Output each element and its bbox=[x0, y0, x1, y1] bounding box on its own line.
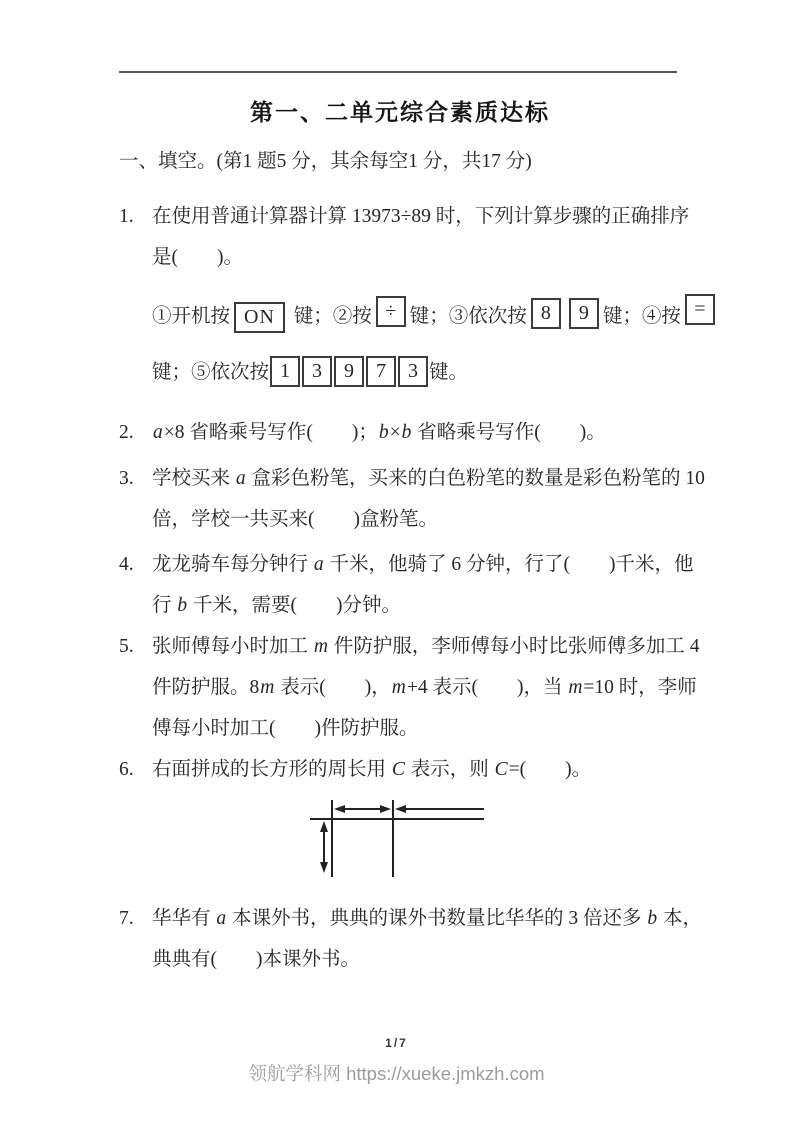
question-text: 表示( )， bbox=[275, 677, 391, 698]
question-body bbox=[152, 544, 694, 626]
question-4 bbox=[119, 544, 694, 626]
question-text: × bbox=[389, 422, 401, 443]
question-3 bbox=[119, 458, 705, 540]
variable-c: C bbox=[494, 759, 508, 780]
question-text: 本， bbox=[658, 908, 703, 929]
step-text: 键；②按 bbox=[288, 306, 372, 327]
question-number: 3. bbox=[119, 468, 134, 489]
question-6 bbox=[119, 749, 681, 790]
step-text: 键；④按 bbox=[602, 306, 681, 327]
question-text: 千米，他骑了 6 分钟，行了( )千米，他 bbox=[324, 554, 694, 575]
calc-key-digit-3: 3 bbox=[302, 356, 332, 387]
question-text: 学校买来 bbox=[152, 468, 235, 489]
step-text: 键；⑤依次按 bbox=[152, 362, 270, 383]
arrowhead-from-right bbox=[395, 805, 406, 813]
calc-key-digit-1: 1 bbox=[270, 356, 300, 387]
calculator-steps-row-1 bbox=[152, 286, 706, 340]
variable-a: a bbox=[235, 468, 246, 489]
arrowhead-down bbox=[320, 862, 328, 873]
page-title: 第一、二单元综合素质达标 bbox=[250, 99, 550, 125]
question-line bbox=[152, 626, 700, 667]
question-text: 件防护服。8 bbox=[152, 677, 260, 698]
question-text: 件防护服，李师傅每小时比张师傅多加工 4 bbox=[328, 636, 700, 657]
calc-key-on: ON bbox=[234, 302, 285, 333]
variable-m: m bbox=[568, 677, 583, 698]
variable-a: a bbox=[313, 554, 324, 575]
rectangle-dimension-diagram bbox=[300, 794, 681, 886]
arrowhead-up bbox=[320, 821, 328, 832]
question-text: 行 bbox=[152, 595, 177, 616]
question-line bbox=[152, 458, 705, 499]
question-number: 7. bbox=[119, 908, 134, 929]
calc-key-digit-7: 7 bbox=[366, 356, 396, 387]
question-line: 傅每小时加工( )件防护服。 bbox=[152, 718, 419, 739]
arrowhead-right bbox=[380, 805, 391, 813]
variable-b: b bbox=[177, 595, 188, 616]
step-text: 键。 bbox=[429, 362, 469, 383]
variable-b: b bbox=[647, 908, 658, 929]
page-content bbox=[119, 0, 706, 980]
question-line bbox=[152, 585, 681, 626]
question-body bbox=[152, 196, 706, 396]
variable-a: a bbox=[216, 908, 227, 929]
question-text: 本课外书，典典的课外书数量比华华的 3 倍还多 bbox=[227, 908, 647, 929]
question-body bbox=[152, 412, 681, 453]
question-body bbox=[152, 749, 681, 790]
question-line-blank: 是( )。 bbox=[152, 247, 243, 268]
variable-b: b bbox=[401, 422, 412, 443]
calc-key-divide: ÷ bbox=[376, 296, 406, 327]
calc-key-8: 8 bbox=[531, 298, 561, 329]
step-text: 键；③依次按 bbox=[409, 306, 527, 327]
question-line: 在使用普通计算器计算 13973÷89 时，下列计算步骤的正确排序 bbox=[152, 206, 690, 227]
variable-m: m bbox=[313, 636, 328, 657]
calc-key-digit-3b: 3 bbox=[398, 356, 428, 387]
question-text: 省略乘号写作( )。 bbox=[412, 422, 606, 443]
question-line: 倍，学校一共买来( )盒粉笔。 bbox=[152, 509, 438, 530]
question-2 bbox=[119, 412, 681, 453]
question-number: 4. bbox=[119, 554, 134, 575]
calc-key-equals: = bbox=[685, 294, 715, 325]
question-line bbox=[152, 898, 703, 939]
arrowhead-left bbox=[334, 805, 345, 813]
question-text: 龙龙骑车每分钟行 bbox=[152, 554, 313, 575]
question-line bbox=[152, 667, 697, 708]
question-text: =10 时，李师 bbox=[583, 677, 697, 698]
calc-key-9: 9 bbox=[569, 298, 599, 329]
site-watermark: 领航学科网 https://xueke.jmkzh.com bbox=[248, 1063, 545, 1084]
question-line bbox=[152, 412, 681, 453]
step-text: ①开机按 bbox=[152, 306, 231, 327]
question-text: ×8 省略乘号写作( )； bbox=[163, 422, 378, 443]
question-body bbox=[152, 458, 705, 540]
question-7 bbox=[119, 898, 703, 980]
question-line: 典典有( )本课外书。 bbox=[152, 949, 360, 970]
variable-m: m bbox=[391, 677, 406, 698]
question-text: =( )。 bbox=[508, 759, 592, 780]
question-text: 盒彩色粉笔，买来的白色粉笔的数量是彩色粉笔的 10 bbox=[246, 468, 705, 489]
page-number: 1/7 bbox=[385, 1036, 408, 1050]
variable-a: a bbox=[153, 422, 163, 443]
question-number: 2. bbox=[119, 422, 134, 443]
variable-b: b bbox=[378, 422, 389, 443]
question-body bbox=[152, 898, 703, 980]
question-text: 千米，需要( )分钟。 bbox=[188, 595, 402, 616]
calculator-steps-row-2 bbox=[152, 350, 681, 396]
question-text: 表示，则 bbox=[405, 759, 494, 780]
section-heading: 一、填空。(第1 题5 分，其余每空1 分，共17 分) bbox=[119, 151, 532, 172]
question-line bbox=[152, 544, 694, 585]
variable-c: C bbox=[391, 759, 405, 780]
question-1 bbox=[119, 196, 706, 396]
question-5 bbox=[119, 626, 700, 749]
question-text: 右面拼成的长方形的周长用 bbox=[152, 759, 391, 780]
question-body bbox=[152, 626, 700, 749]
calc-key-digit-9: 9 bbox=[334, 356, 364, 387]
question-text: 华华有 bbox=[152, 908, 216, 929]
question-number: 1. bbox=[119, 206, 134, 227]
diagram-svg bbox=[300, 794, 490, 886]
question-text: +4 表示( )，当 bbox=[406, 677, 568, 698]
question-number: 5. bbox=[119, 636, 134, 657]
question-line bbox=[152, 749, 681, 790]
question-number: 6. bbox=[119, 759, 134, 780]
question-text: 张师傅每小时加工 bbox=[152, 636, 313, 657]
variable-m: m bbox=[260, 677, 275, 698]
